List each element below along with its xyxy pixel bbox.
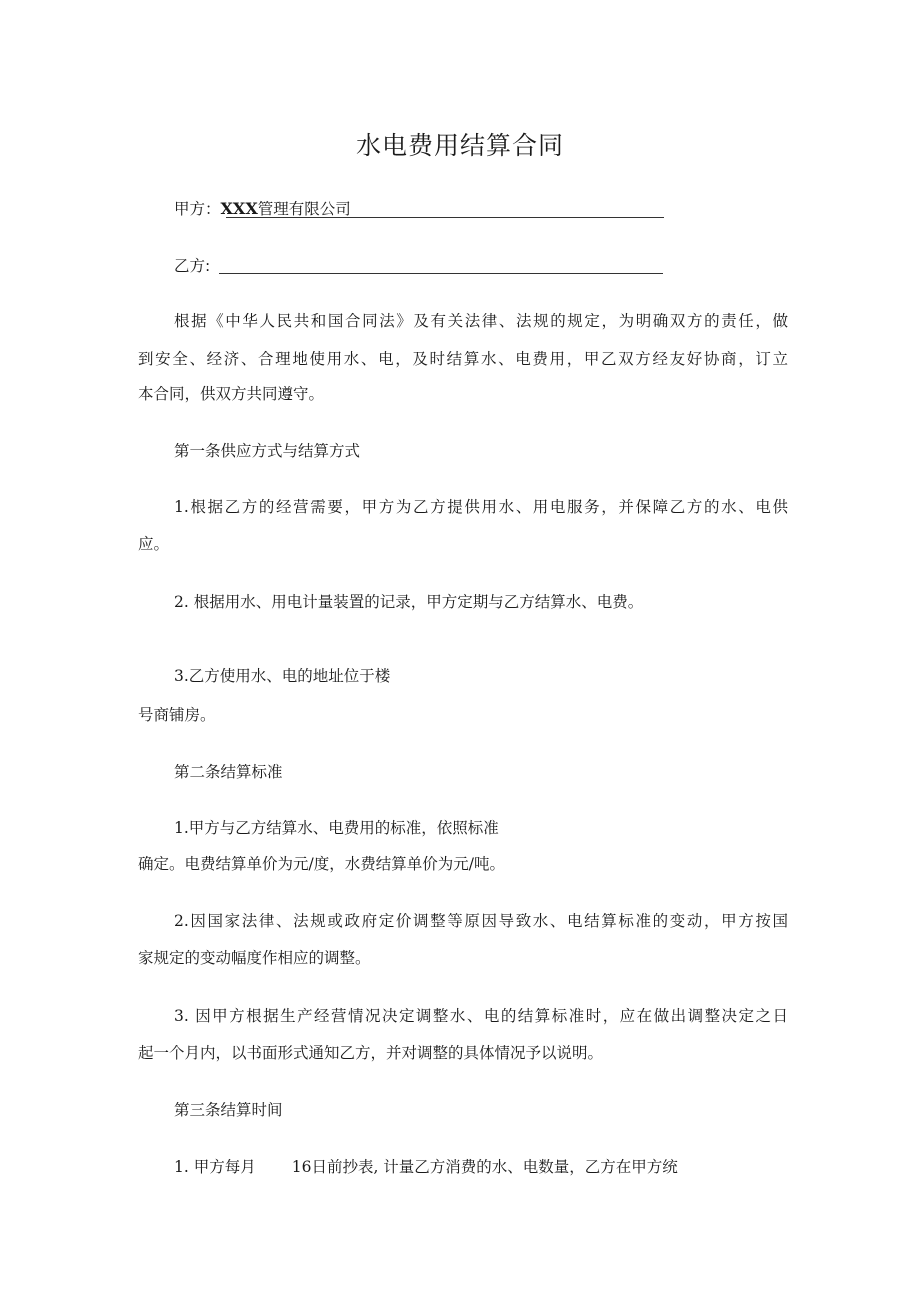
document-title: 水电费用结算合同 xyxy=(355,131,564,160)
article1-item1-line1: 1.根据乙方的经营需要，甲方为乙方提供用水、用电服务，并保障乙方的水、电供 xyxy=(174,498,788,516)
party-a-label: 甲方： xyxy=(174,200,221,218)
article3-item1-part-b: 16日前抄表, 计量乙方消费的水、电数量，乙方在甲方统 xyxy=(291,1158,678,1176)
article1-item3-line1: 3.乙方使用水、电的地址位于楼 xyxy=(174,667,391,685)
preamble-line-3: 本合同，供双方共同遵守。 xyxy=(138,385,325,403)
article1-item2: 2. 根据用水、用电计量装置的记录，甲方定期与乙方结算水、电费。 xyxy=(174,593,644,611)
article3-heading: 第三条结算时间 xyxy=(174,1101,283,1119)
article2-item3-line2: 起一个月内，以书面形式通知乙方，并对调整的具体情况予以说明。 xyxy=(138,1044,604,1062)
article2-item2-line2: 家规定的变动幅度作相应的调整。 xyxy=(138,949,371,967)
article3-item1-line1 xyxy=(174,1157,788,1177)
article2-item1-line1: 1.甲方与乙方结算水、电费用的标准，依照标准 xyxy=(174,819,499,837)
party-a-name-bold: XXX xyxy=(220,199,258,218)
party-a-underline xyxy=(226,217,664,218)
party-a-name-rest: 管理有限公司 xyxy=(257,200,351,218)
article3-item1-part-a: 1. 甲方每月 xyxy=(174,1158,256,1176)
article1-heading: 第一条供应方式与结算方式 xyxy=(174,442,361,460)
article2-item2-line1: 2.因国家法律、法规或政府定价调整等原因导致水、电结算标准的变动，甲方按国 xyxy=(174,912,788,930)
party-a-line xyxy=(174,199,788,219)
article1-item1-line2: 应。 xyxy=(138,535,170,553)
party-b-underline xyxy=(219,273,663,274)
article2-item3-line1: 3. 因甲方根据生产经营情况决定调整水、电的结算标准时，应在做出调整决定之日 xyxy=(174,1007,788,1025)
article2-item1-line2: 确定。电费结算单价为元/度，水费结算单价为元/吨。 xyxy=(138,855,505,873)
party-b-label: 乙方: xyxy=(174,257,211,275)
article1-item3-line2: 号商铺房。 xyxy=(138,706,216,724)
article2-heading: 第二条结算标准 xyxy=(174,763,283,781)
preamble-line-1: 根据《中华人民共和国合同法》及有关法律、法规的规定，为明确双方的责任，做 xyxy=(174,312,788,330)
preamble-line-2: 到安全、经济、合理地使用水、电，及时结算水、电费用，甲乙双方经友好协商，订立 xyxy=(138,350,788,368)
